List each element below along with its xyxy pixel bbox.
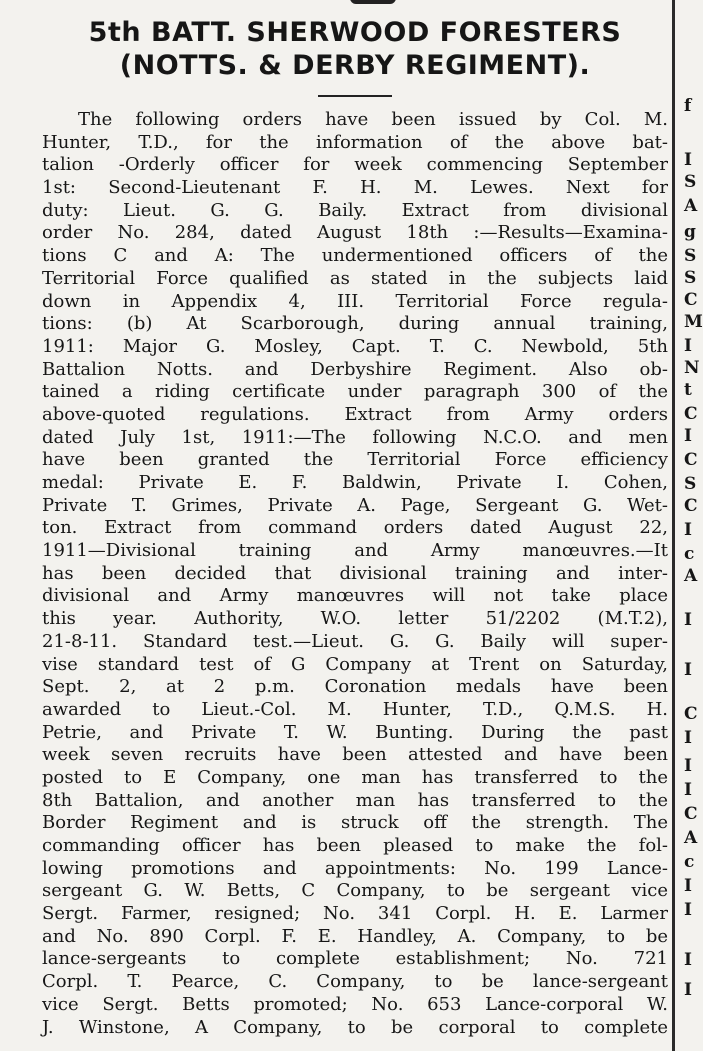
adjacent-column-fragment xyxy=(678,0,703,1051)
adjacent-column-letter: M xyxy=(684,312,703,332)
adjacent-column-letter: I xyxy=(684,426,692,446)
adjacent-column-letter: A xyxy=(684,828,698,848)
article-body xyxy=(42,109,668,1039)
article-line: 1911—Divisional training and Army manœuvres.—It xyxy=(42,540,668,562)
adjacent-column-letter: N xyxy=(684,358,700,378)
article-line: down in Appendix 4, III. Territorial Force regula- xyxy=(42,290,668,312)
adjacent-column-letter: c xyxy=(684,544,695,564)
article-line: medal: Private E. F. Baldwin, Private I. Cohen, xyxy=(42,472,668,493)
article-line: J. Winstone, A Company, to be corporal to complete xyxy=(42,1016,668,1038)
article-line: Sept. 2, at 2 p.m. Coronation medals have been xyxy=(42,676,668,698)
adjacent-column-letter: S xyxy=(684,474,697,494)
article-line: tions C and A: The undermentioned officers of the xyxy=(42,245,668,267)
adjacent-column-letter: I xyxy=(684,336,692,356)
article-line: Petrie, and Private T. W. Bunting. During the past xyxy=(42,721,668,743)
article-line: order No. 284, dated August 18th :—Results—Examina- xyxy=(42,222,668,244)
article-line: dated July 1st, 1911:—The following N.C.O. and men xyxy=(42,426,668,448)
adjacent-column-letter: I xyxy=(684,900,692,920)
adjacent-column-letter: c xyxy=(684,852,695,872)
article-line: Battalion Notts. and Derbyshire Regiment. Also ob- xyxy=(42,358,668,380)
adjacent-column-letter: f xyxy=(684,96,692,116)
article-line: 21-8-11. Standard test.—Lieut. G. G. Baily will super- xyxy=(42,630,668,652)
article-line: Sergt. Farmer, resigned; No. 341 Corpl. H. E. Larmer xyxy=(42,903,668,925)
adjacent-column-letter: C xyxy=(684,404,698,424)
article-line: above-quoted regulations. Extract from Army orders xyxy=(42,403,668,425)
article-line: ton. Extract from command orders dated August 22, xyxy=(42,517,668,539)
article-line: Hunter, T.D., for the information of the above bat- xyxy=(42,131,668,153)
article-line: The following orders have been issued by Col. M. xyxy=(78,109,668,130)
article-line: vise standard test of G Company at Trent on Saturday, xyxy=(42,653,668,675)
article-line: commanding officer has been pleased to make the fol- xyxy=(42,835,668,856)
article-line: duty: Lieut. G. G. Baily. Extract from divisional xyxy=(42,199,668,221)
adjacent-column-letter: A xyxy=(684,566,698,586)
adjacent-column-letter: I xyxy=(684,728,692,748)
newspaper-article xyxy=(42,16,668,1039)
article-line: lance-sergeants to complete establishment; No. 721 xyxy=(42,948,668,970)
adjacent-column-letter: C xyxy=(684,804,698,824)
article-line: Corpl. T. Pearce, C. Company, to be lance-sergeant xyxy=(42,971,668,993)
article-line: week seven recruits have been attested and have been xyxy=(42,744,668,766)
adjacent-column-letter: S xyxy=(684,172,697,192)
article-line: posted to E Company, one man has transferred to the xyxy=(42,766,668,788)
article-line: tained a riding certificate under paragraph 300 of the xyxy=(42,381,668,403)
headline-line-2: (NOTTS. & DERBY REGIMENT). xyxy=(119,50,591,81)
article-line: Territorial Force qualified as stated in the subjects laid xyxy=(42,267,668,289)
article-line: 1st: Second-Lieutenant F. H. M. Lewes. Next for xyxy=(42,177,668,199)
article-line: sergeant G. W. Betts, C Company, to be sergeant vice xyxy=(42,880,668,902)
article-line: tions: (b) At Scarborough, during annual training, xyxy=(42,313,668,335)
article-line: 8th Battalion, and another man has transferred to the xyxy=(42,789,668,811)
adjacent-column-letter: I xyxy=(684,950,692,970)
adjacent-column-letter: I xyxy=(684,520,692,540)
article-line: and No. 890 Corpl. F. E. Handley, A. Company, to be xyxy=(42,925,668,947)
top-border-ornament xyxy=(0,0,672,12)
article-line: 1911: Major G. Mosley, Capt. T. C. Newbold, 5th xyxy=(42,335,668,357)
article-line: have been granted the Territorial Force efficiency xyxy=(42,449,668,471)
adjacent-column-letter: I xyxy=(684,756,692,776)
adjacent-column-letter: I xyxy=(684,660,692,680)
article-headline xyxy=(42,16,668,82)
article-line: Border Regiment and is struck off the strength. The xyxy=(42,812,668,834)
adjacent-column-letter: t xyxy=(684,380,692,400)
ornament-mark xyxy=(350,0,396,4)
headline-rule xyxy=(318,95,392,97)
adjacent-column-letter: I xyxy=(684,876,692,896)
adjacent-column-letter: I xyxy=(684,780,692,800)
article-line: lowing promotions and appointments: No. 199 Lance- xyxy=(42,857,668,879)
article-line: awarded to Lieut.-Col. M. Hunter, T.D., Q.M.S. H. xyxy=(42,698,668,720)
article-line: Private T. Grimes, Private A. Page, Sergeant G. Wet- xyxy=(42,494,668,516)
adjacent-column-letter: S xyxy=(684,268,697,288)
adjacent-column-letter: A xyxy=(684,196,698,216)
headline-line-1: 5th BATT. SHERWOOD FORESTERS xyxy=(88,17,622,48)
adjacent-column-letter: C xyxy=(684,704,698,724)
adjacent-column-letter: S xyxy=(684,246,697,266)
adjacent-column-letter: C xyxy=(684,290,698,310)
adjacent-column-letter: C xyxy=(684,496,698,516)
article-line: this year. Authority, W.O. letter 51/2202 (M.T.2), xyxy=(42,608,668,630)
article-line: talion -Orderly officer for week commencing September xyxy=(42,154,668,176)
article-line: divisional and Army manœuvres will not take place xyxy=(42,585,668,607)
adjacent-column-letter: I xyxy=(684,610,692,630)
article-line: has been decided that divisional training and inter- xyxy=(42,562,668,584)
article-line: vice Sergt. Betts promoted; No. 653 Lance-corporal W. xyxy=(42,993,668,1015)
column-divider xyxy=(672,0,675,1051)
adjacent-column-letter: C xyxy=(684,450,698,470)
adjacent-column-letter: I xyxy=(684,980,692,1000)
adjacent-column-letter: I xyxy=(684,150,692,170)
adjacent-column-letter: g xyxy=(684,222,696,242)
